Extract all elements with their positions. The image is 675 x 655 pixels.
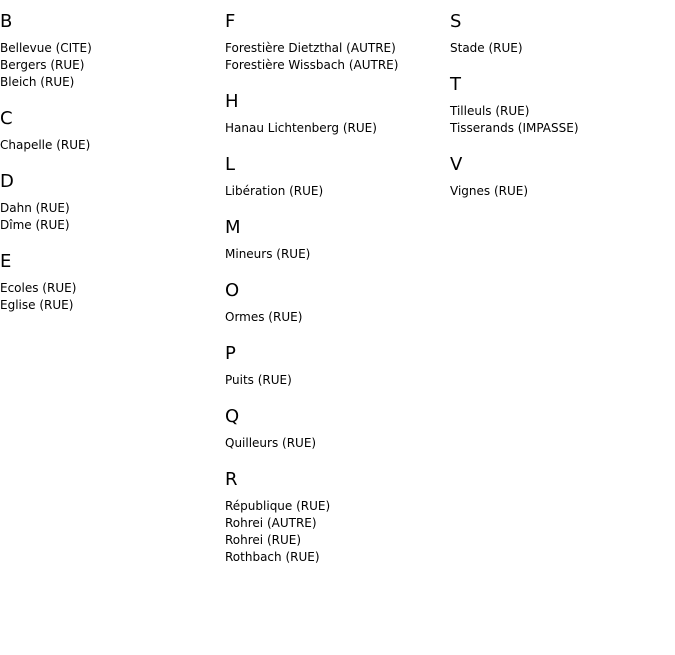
street-link[interactable]: Ormes (RUE) [225,310,303,324]
street-link[interactable]: Libération (RUE) [225,184,324,198]
street-link[interactable]: Tilleuls (RUE) [450,104,530,118]
letter-section-v [450,153,675,200]
letter-heading: M [225,217,241,238]
street-link[interactable]: Chapelle (RUE) [0,138,91,152]
street-link[interactable]: Dahn (RUE) [0,201,70,215]
street-list [450,183,675,200]
letter-heading: R [225,469,238,490]
letter-heading: Q [225,406,240,427]
street-link[interactable]: Eglise (RUE) [0,298,74,312]
letter-section-q [225,405,450,452]
street-link[interactable]: Mineurs (RUE) [225,247,311,261]
street-link[interactable]: République (RUE) [225,499,331,513]
street-list [225,498,450,566]
letter-section-e [0,250,225,314]
street-link[interactable]: Stade (RUE) [450,41,523,55]
street-link[interactable]: Vignes (RUE) [450,184,529,198]
letter-heading: F [225,11,236,32]
letter-section-f [225,10,450,74]
letter-heading: L [225,154,236,175]
street-link[interactable]: Hanau Lichtenberg (RUE) [225,121,377,135]
letter-heading: H [225,91,239,112]
letter-heading: P [225,343,236,364]
letter-section-r [225,468,450,566]
letter-heading: O [225,280,240,301]
street-list [0,280,225,314]
street-link[interactable]: Bergers (RUE) [0,58,85,72]
street-link[interactable]: Tisserands (IMPASSE) [450,121,579,135]
letter-heading: V [450,154,463,175]
street-list [225,120,450,137]
letter-section-o [225,279,450,326]
letter-section-p [225,342,450,389]
street-link[interactable]: Rothbach (RUE) [225,550,320,564]
letter-section-c [0,107,225,154]
index-column [450,10,675,216]
street-link[interactable]: Forestière Wissbach (AUTRE) [225,58,399,72]
letter-heading: T [450,74,461,95]
street-link[interactable]: Quilleurs (RUE) [225,436,317,450]
street-list [0,200,225,234]
letter-heading: S [450,11,462,32]
index-column [0,10,225,330]
street-list [450,103,675,137]
letter-section-h [225,90,450,137]
letter-section-t [450,73,675,137]
letter-heading: C [0,108,13,129]
street-link[interactable]: Bleich (RUE) [0,75,75,89]
letter-heading: D [0,171,14,192]
letter-heading: B [0,11,13,32]
street-list [225,246,450,263]
street-list [0,40,225,91]
street-link[interactable]: Rohrei (AUTRE) [225,516,317,530]
letter-section-s [450,10,675,57]
street-link[interactable]: Puits (RUE) [225,373,292,387]
street-link[interactable]: Dîme (RUE) [0,218,70,232]
street-link[interactable]: Forestière Dietzthal (AUTRE) [225,41,396,55]
index-column [225,10,450,582]
street-list [225,372,450,389]
street-list [225,40,450,74]
street-list [225,183,450,200]
street-list [225,435,450,452]
street-list [450,40,675,57]
letter-section-m [225,216,450,263]
letter-section-d [0,170,225,234]
street-list [225,309,450,326]
street-link[interactable]: Ecoles (RUE) [0,281,77,295]
street-list [0,137,225,154]
letter-heading: E [0,251,12,272]
street-link[interactable]: Bellevue (CITE) [0,41,92,55]
letter-section-l [225,153,450,200]
letter-section-b [0,10,225,91]
street-link[interactable]: Rohrei (RUE) [225,533,302,547]
